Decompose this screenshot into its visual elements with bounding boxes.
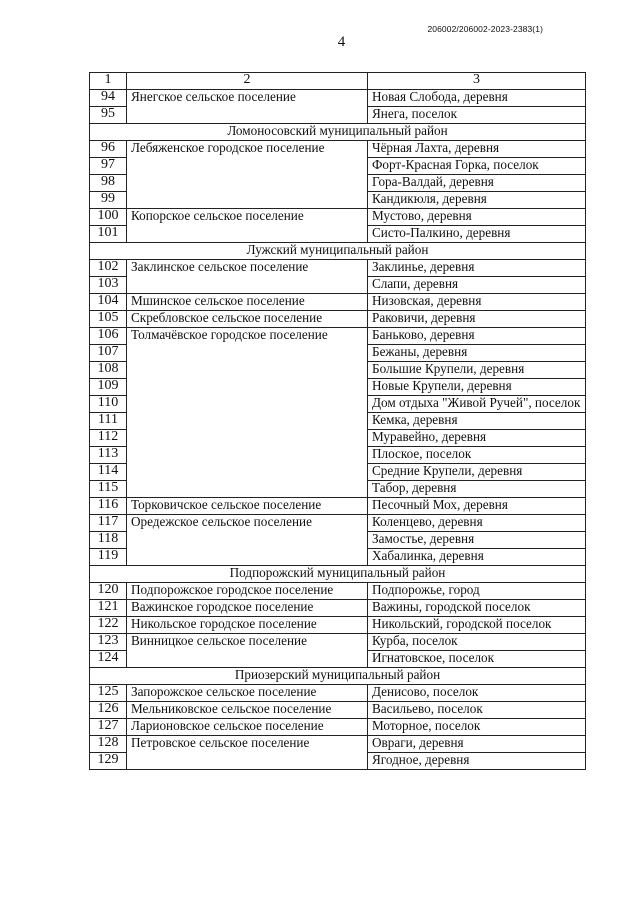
locality-name: Подпорожье, город xyxy=(368,583,586,600)
locality-name: Замостье, деревня xyxy=(368,532,586,549)
locality-name: Заклинье, деревня xyxy=(368,260,586,277)
table-row xyxy=(90,328,586,345)
row-number: 100 xyxy=(90,209,127,226)
row-number: 118 xyxy=(90,532,127,549)
row-number: 102 xyxy=(90,260,127,277)
locality-name: Хабалинка, деревня xyxy=(368,549,586,566)
district-name: Подпорожский муниципальный район xyxy=(90,566,586,583)
settlement-name: Петровское сельское поселение xyxy=(127,736,368,770)
settlement-name: Копорское сельское поселение xyxy=(127,209,368,243)
table-row xyxy=(90,90,586,107)
row-number: 103 xyxy=(90,277,127,294)
locality-name: Коленцево, деревня xyxy=(368,515,586,532)
row-number: 112 xyxy=(90,430,127,447)
locality-name: Чёрная Лахта, деревня xyxy=(368,141,586,158)
row-number: 99 xyxy=(90,192,127,209)
district-row xyxy=(90,124,586,141)
row-number: 95 xyxy=(90,107,127,124)
district-row xyxy=(90,243,586,260)
row-number: 125 xyxy=(90,685,127,702)
locality-name: Важины, городской поселок xyxy=(368,600,586,617)
settlement-name: Толмачёвское городское поселение xyxy=(127,328,368,498)
page-number: 4 xyxy=(337,34,346,50)
settlement-name: Скребловское сельское поселение xyxy=(127,311,368,328)
row-number: 96 xyxy=(90,141,127,158)
row-number: 120 xyxy=(90,583,127,600)
locality-name: Большие Крупели, деревня xyxy=(368,362,586,379)
table-row xyxy=(90,617,586,634)
table-row xyxy=(90,498,586,515)
settlement-name: Янегское сельское поселение xyxy=(127,90,368,124)
locality-name: Средние Крупели, деревня xyxy=(368,464,586,481)
locality-name: Кандикюля, деревня xyxy=(368,192,586,209)
table-row xyxy=(90,141,586,158)
locality-name: Денисово, поселок xyxy=(368,685,586,702)
locality-name: Васильево, поселок xyxy=(368,702,586,719)
locality-name: Слапи, деревня xyxy=(368,277,586,294)
row-number: 104 xyxy=(90,294,127,311)
settlement-name: Важинское городское поселение xyxy=(127,600,368,617)
row-number: 98 xyxy=(90,175,127,192)
table-row xyxy=(90,719,586,736)
district-name: Лужский муниципальный район xyxy=(90,243,586,260)
table-header-row xyxy=(90,73,586,90)
locality-name: Гора-Валдай, деревня xyxy=(368,175,586,192)
table-row xyxy=(90,583,586,600)
settlement-name: Мшинское сельское поселение xyxy=(127,294,368,311)
table-body xyxy=(90,73,586,770)
settlement-name: Заклинское сельское поселение xyxy=(127,260,368,294)
row-number: 116 xyxy=(90,498,127,515)
row-number: 115 xyxy=(90,481,127,498)
row-number: 111 xyxy=(90,413,127,430)
district-name: Приозерский муниципальный район xyxy=(90,668,586,685)
row-number: 107 xyxy=(90,345,127,362)
locality-name: Табор, деревня xyxy=(368,481,586,498)
locality-name: Ягодное, деревня xyxy=(368,753,586,770)
row-number: 106 xyxy=(90,328,127,345)
locality-name: Овраги, деревня xyxy=(368,736,586,753)
locality-name: Игнатовское, поселок xyxy=(368,651,586,668)
column-header-number: 1 xyxy=(90,73,127,90)
row-number: 127 xyxy=(90,719,127,736)
row-number: 97 xyxy=(90,158,127,175)
column-header-settlement: 2 xyxy=(127,73,368,90)
table-row xyxy=(90,600,586,617)
table-row xyxy=(90,736,586,753)
row-number: 123 xyxy=(90,634,127,651)
district-row xyxy=(90,668,586,685)
locality-name: Систо-Палкино, деревня xyxy=(368,226,586,243)
table-row xyxy=(90,260,586,277)
table-row xyxy=(90,702,586,719)
settlement-name: Ларионовское сельское поселение xyxy=(127,719,368,736)
settlement-name: Винницкое сельское поселение xyxy=(127,634,368,668)
locality-name: Моторное, поселок xyxy=(368,719,586,736)
settlement-name: Торковичское сельское поселение xyxy=(127,498,368,515)
locality-name: Новые Крупели, деревня xyxy=(368,379,586,396)
settlement-name: Никольское городское поселение xyxy=(127,617,368,634)
row-number: 128 xyxy=(90,736,127,753)
locality-name: Муравейно, деревня xyxy=(368,430,586,447)
table-row xyxy=(90,294,586,311)
locality-name: Дом отдыха "Живой Ручей", поселок xyxy=(368,396,586,413)
row-number: 119 xyxy=(90,549,127,566)
locality-name: Мустово, деревня xyxy=(368,209,586,226)
table-row xyxy=(90,685,586,702)
row-number: 101 xyxy=(90,226,127,243)
locality-name: Плоское, поселок xyxy=(368,447,586,464)
row-number: 94 xyxy=(90,90,127,107)
row-number: 105 xyxy=(90,311,127,328)
row-number: 129 xyxy=(90,753,127,770)
district-name: Ломоносовский муниципальный район xyxy=(90,124,586,141)
settlement-name: Подпорожское городское поселение xyxy=(127,583,368,600)
row-number: 122 xyxy=(90,617,127,634)
row-number: 121 xyxy=(90,600,127,617)
locality-name: Курба, поселок xyxy=(368,634,586,651)
locality-name: Бежаны, деревня xyxy=(368,345,586,362)
locality-name: Никольский, городской поселок xyxy=(368,617,586,634)
locality-name: Раковичи, деревня xyxy=(368,311,586,328)
document-id: 206002/206002-2023-2383(1) xyxy=(427,24,543,34)
locality-name: Песочный Мох, деревня xyxy=(368,498,586,515)
row-number: 110 xyxy=(90,396,127,413)
settlements-table xyxy=(89,72,586,770)
row-number: 117 xyxy=(90,515,127,532)
column-header-locality: 3 xyxy=(368,73,586,90)
table-row xyxy=(90,209,586,226)
row-number: 113 xyxy=(90,447,127,464)
settlement-name: Оредежское сельское поселение xyxy=(127,515,368,566)
locality-name: Кемка, деревня xyxy=(368,413,586,430)
locality-name: Новая Слобода, деревня xyxy=(368,90,586,107)
row-number: 114 xyxy=(90,464,127,481)
locality-name: Янега, поселок xyxy=(368,107,586,124)
locality-name: Форт-Красная Горка, поселок xyxy=(368,158,586,175)
row-number: 126 xyxy=(90,702,127,719)
locality-name: Баньково, деревня xyxy=(368,328,586,345)
settlement-name: Лебяженское городское поселение xyxy=(127,141,368,209)
table-row xyxy=(90,311,586,328)
settlement-name: Мельниковское сельское поселение xyxy=(127,702,368,719)
district-row xyxy=(90,566,586,583)
locality-name: Низовская, деревня xyxy=(368,294,586,311)
row-number: 124 xyxy=(90,651,127,668)
table-row xyxy=(90,634,586,651)
row-number: 109 xyxy=(90,379,127,396)
settlement-name: Запорожское сельское поселение xyxy=(127,685,368,702)
row-number: 108 xyxy=(90,362,127,379)
table-row xyxy=(90,515,586,532)
